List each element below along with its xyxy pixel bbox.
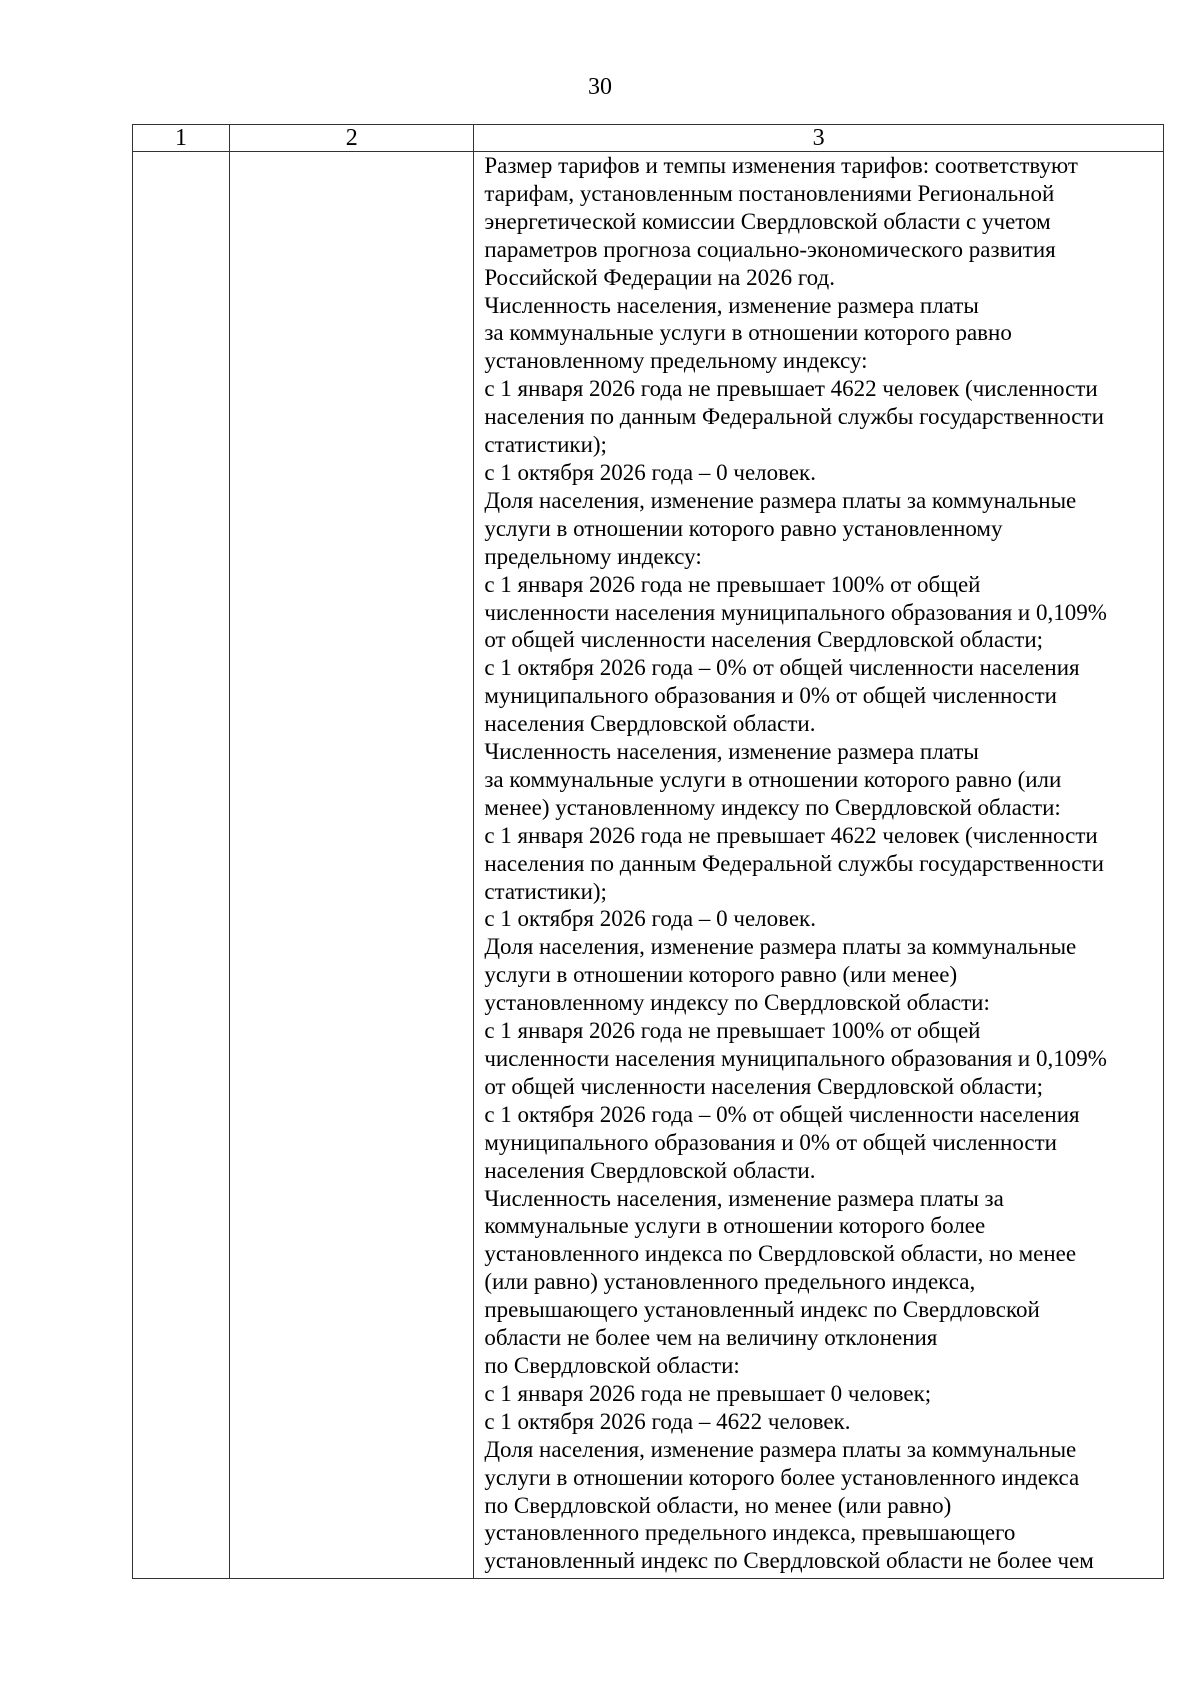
- text-line: установленного предельного индекса, превышающего: [484, 1520, 1016, 1546]
- page-number: 30: [588, 74, 612, 100]
- text-line: Доля населения, изменение размера платы за коммунальные: [484, 934, 1077, 960]
- text-line: статистики);: [484, 432, 607, 458]
- text-line: (или равно) установленного предельного индекса,: [484, 1269, 976, 1295]
- text-line: с 1 января 2026 года не превышает 0 человек;: [484, 1380, 932, 1406]
- column-2-cell: [230, 152, 474, 1579]
- text-line: от общей численности населения Свердловской области;: [484, 627, 1044, 653]
- text-line: Размер тарифов и темпы изменения тарифов: соответствуют: [484, 153, 1078, 178]
- text-line: по Свердловской области:: [484, 1352, 740, 1378]
- text-line: муниципального образования и 0% от общей численности: [484, 1129, 1057, 1155]
- text-line: услуги в отношении которого равно (или менее): [484, 962, 958, 988]
- text-line: предельному индексу:: [484, 543, 702, 569]
- text-line: с 1 октября 2026 года – 0% от общей численности населения: [484, 1101, 1080, 1127]
- column-header-1: 1: [133, 125, 230, 152]
- text-line: статистики);: [484, 878, 607, 904]
- text-line: Доля населения, изменение размера платы за коммунальные: [484, 487, 1077, 513]
- text-line: Численность населения, изменение размера платы: [484, 292, 979, 318]
- text-line: превышающего установленный индекс по Свердловской: [484, 1297, 1040, 1323]
- text-line: услуги в отношении которого более установленного индекса: [484, 1464, 1080, 1490]
- column-header-2: 2: [230, 125, 474, 152]
- column-1-cell: [133, 152, 230, 1579]
- column-3-text: [474, 152, 1163, 1575]
- text-line: услуги в отношении которого равно установленному: [484, 515, 1003, 541]
- text-line: установленного индекса по Свердловской области, но менее: [484, 1241, 1077, 1267]
- text-line: с 1 января 2026 года не превышает 4622 человек (численности: [484, 822, 1098, 848]
- text-line: с 1 октября 2026 года – 0 человек.: [484, 459, 816, 485]
- text-line: Численность населения, изменение размера платы: [484, 739, 979, 765]
- text-line: с 1 января 2026 года не превышает 4622 человек (численности: [484, 376, 1098, 402]
- text-line: тарифам, установленным постановлениями Региональной: [484, 180, 1055, 206]
- text-line: за коммунальные услуги в отношении которого равно (или: [484, 766, 1062, 792]
- table-row: [133, 152, 1164, 1579]
- text-line: Российской Федерации на 2026 год.: [484, 264, 835, 290]
- text-line: с 1 октября 2026 года – 4622 человек.: [484, 1408, 851, 1434]
- text-line: от общей численности населения Свердловской области;: [484, 1073, 1044, 1099]
- text-line: параметров прогноза социально-экономического развития: [484, 236, 1056, 262]
- text-line: населения Свердловской области.: [484, 711, 816, 737]
- text-line: с 1 января 2026 года не превышает 100% от общей: [484, 1018, 981, 1044]
- column-3-cell: [474, 152, 1164, 1579]
- text-line: установленному индексу по Свердловской области:: [484, 990, 990, 1016]
- text-line: численности населения муниципального образования и 0,109%: [484, 599, 1107, 625]
- text-line: установленному предельному индексу:: [484, 348, 868, 374]
- text-line: по Свердловской области, но менее (или равно): [484, 1492, 952, 1518]
- text-line: населения по данным Федеральной службы государственности: [484, 404, 1104, 430]
- text-line: с 1 января 2026 года не превышает 100% от общей: [484, 571, 981, 597]
- text-line: за коммунальные услуги в отношении которого равно: [484, 320, 1012, 346]
- table-header-row: [133, 125, 1164, 152]
- column-header-3: 3: [474, 125, 1164, 152]
- text-line: Численность населения, изменение размера платы за: [484, 1185, 1004, 1211]
- text-line: области не более чем на величину отклонения: [484, 1325, 938, 1351]
- text-line: населения Свердловской области.: [484, 1157, 816, 1183]
- text-line: с 1 октября 2026 года – 0 человек.: [484, 906, 816, 932]
- text-line: энергетической комиссии Свердловской области с учетом: [484, 208, 1051, 234]
- text-line: населения по данным Федеральной службы государственности: [484, 850, 1104, 876]
- text-line: менее) установленному индексу по Свердловской области:: [484, 794, 1061, 820]
- text-line: численности населения муниципального образования и 0,109%: [484, 1046, 1107, 1071]
- text-line: муниципального образования и 0% от общей численности: [484, 683, 1057, 709]
- text-line: коммунальные услуги в отношении которого более: [484, 1213, 986, 1239]
- document-table: [132, 124, 1164, 1579]
- text-line: установленный индекс по Свердловской области не более чем: [484, 1548, 1094, 1574]
- text-line: с 1 октября 2026 года – 0% от общей численности населения: [484, 655, 1080, 681]
- text-line: Доля населения, изменение размера платы за коммунальные: [484, 1436, 1077, 1462]
